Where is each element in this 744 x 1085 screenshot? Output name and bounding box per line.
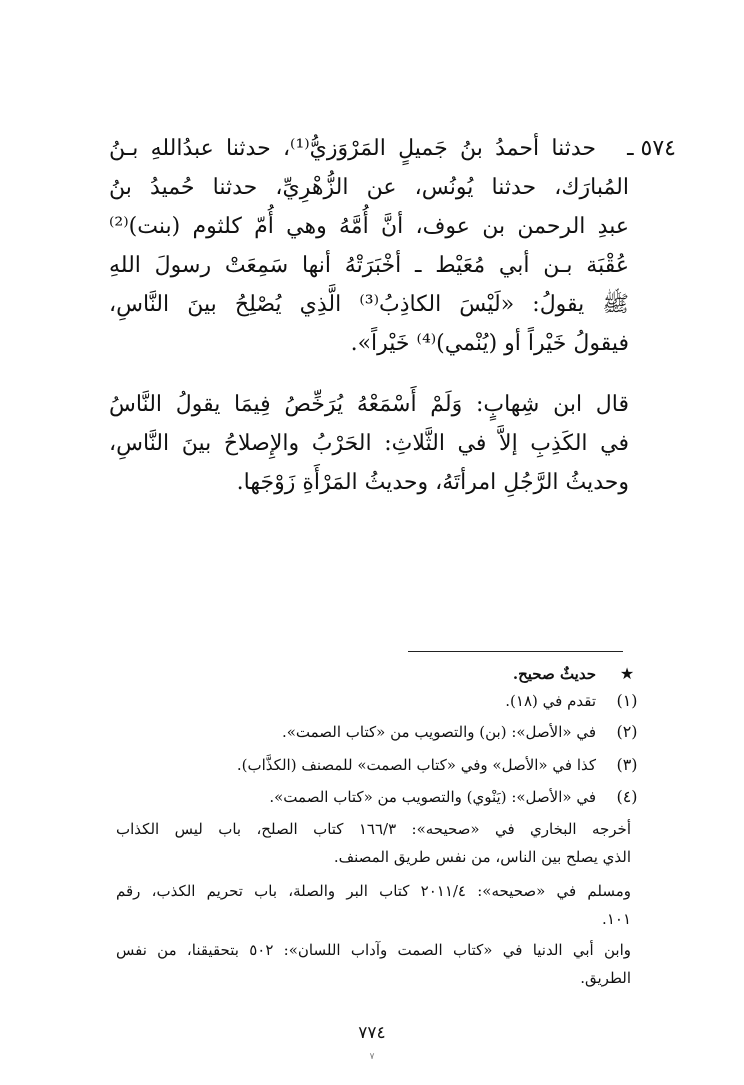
page-marker: ٧ xyxy=(369,1052,375,1062)
footnote-text: تقدم في (١٨). xyxy=(505,692,596,710)
footnote-text: في «الأصل»: (بن) والتصويب من «كتاب الصمت». xyxy=(281,723,596,741)
footnote-star-text: حديثٌ صحيح. xyxy=(512,665,596,683)
hadith-number: ٥٧٤ ـ xyxy=(627,136,676,161)
hadith-line: عُقْبَة بـن أبي مُعَيْط ـ أخْبَرَتْهُ أنها سَمِعَتْ رسولَ اللهِ xyxy=(109,253,629,278)
commentary-line: وحديثُ الرَّجُلِ امرأتَهُ، وحديثُ المَرْأَةِ زَوْجَها. xyxy=(236,470,629,495)
commentary-line: قال ابن شِهابٍ: وَلَمْ أَسْمَعْهُ يُرَخِّصُ فِيمَا يقولُ النَّاسُ xyxy=(109,392,629,417)
hadith-line: عبدِ الرحمن بن عوف، أنَّ أُمَّهُ وهي أُمّ كلثوم (بنت)⁽²⁾ xyxy=(109,214,629,239)
takhrij-line: أخرجه البخاري في «صحيحه»: ١٦٦/٣ كتاب الصلح، باب ليس الكذاب xyxy=(116,820,631,838)
takhrij-line: الذي يصلح بين الناس، من نفس طريق المصنف. xyxy=(333,848,631,866)
hadith-line: فيقولُ خَيْراً أو (يُنْمي)⁽⁴⁾ خَيْراً». xyxy=(350,331,629,356)
footnote-text: كذا في «الأصل» وفي «كتاب الصمت» للمصنف (الكذَّاب). xyxy=(236,756,596,774)
takhrij-line: ومسلم في «صحيحه»: ٢٠١١/٤ كتاب البر والصلة، باب تحريم الكذب، رقم xyxy=(116,882,631,900)
footnote-mark: (٢) xyxy=(616,722,638,741)
hadith-line: ﷺ يقولُ: «لَيْسَ الكاذِبُ⁽³⁾ الَّذِي يُصْلِحُ بينَ النَّاسِ، xyxy=(109,292,629,317)
footnote-separator xyxy=(408,651,623,652)
footnote-mark: (١) xyxy=(616,691,638,710)
hadith-line: حدثنا أحمدُ بنُ جَميلٍ المَرْوَزيُّ⁽¹⁾، حدثنا عبدُاللهِ بـنُ xyxy=(109,136,596,161)
takhrij-line: الطريق. xyxy=(580,969,631,987)
takhrij-line: وابن أبي الدنيا في «كتاب الصمت وآداب اللسان»: ٥٠٢ بتحقيقنا، من نفس xyxy=(116,941,632,959)
footnote-mark: (٤) xyxy=(616,787,638,806)
hadith-line: المُبارَك، حدثنا يُونُس، عن الزُّهْرِيِّ، حدثنا حُميدُ بنُ xyxy=(109,175,629,200)
footnote-text: في «الأصل»: (يَنْوي) والتصويب من «كتاب الصمت». xyxy=(269,788,596,806)
footnote-mark: (٣) xyxy=(616,755,638,774)
footnote-1 xyxy=(109,690,638,712)
commentary-line: في الكَذِبِ إلاَّ في الثَّلاثِ: الحَرْبُ والإِصلاحُ بينَ النَّاسِ، xyxy=(109,431,629,456)
page-number: ٧٧٤ xyxy=(358,1023,386,1043)
footnote-star xyxy=(109,663,635,685)
footnote-2 xyxy=(109,721,638,743)
star-mark: ★ xyxy=(619,664,635,683)
footnote-3 xyxy=(109,754,638,776)
footnote-4 xyxy=(109,786,638,808)
takhrij-line: ١٠١. xyxy=(602,910,631,928)
